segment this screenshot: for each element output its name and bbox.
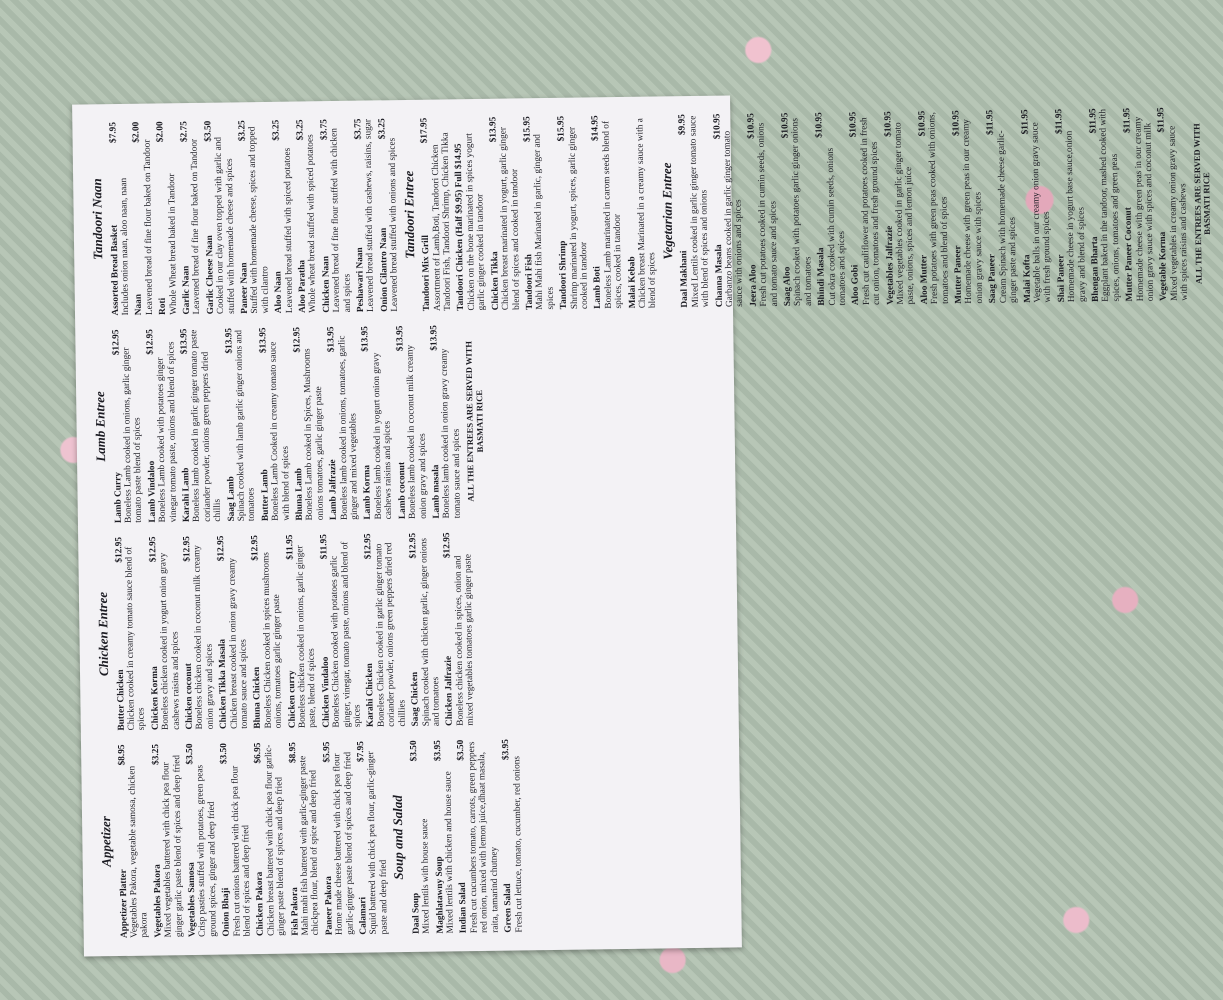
menu-item-description: Boneless Lamb cooked in onions, garlic ginger tomato paste blend of spices bbox=[121, 347, 145, 523]
menu-item-description: Chicken breast cooked in onion gravy creamy tomato sauce and spices bbox=[227, 557, 250, 729]
menu-item-description: Chicken cooked in creamy tomato sauce blend of spices bbox=[124, 546, 148, 731]
menu-item bbox=[522, 116, 556, 310]
menu-item-name: Lamb Jalfrazie bbox=[328, 459, 340, 521]
menu-paper bbox=[72, 95, 1213, 956]
menu-item bbox=[319, 119, 353, 313]
menu-item-name: Assorted Bread Basket bbox=[109, 224, 121, 316]
menu-item-price: $3.25 bbox=[295, 119, 306, 141]
menu-item-price: $12.95 bbox=[408, 532, 419, 559]
menu-item-name: Fish Pakora bbox=[289, 887, 301, 936]
menu-item-price: $13.95 bbox=[258, 327, 269, 354]
menu-item bbox=[377, 118, 401, 312]
menu-item bbox=[712, 113, 746, 307]
menu-item bbox=[1157, 107, 1191, 301]
menu-item-description: Boneless Chicken cooked in spices mushrooms onions, tomatoes garlic ginger paste bbox=[261, 552, 285, 729]
menu-item-description: Fresh cut onions battered with chick pea flour blend of spices and deep fried bbox=[229, 765, 253, 937]
menu-item bbox=[420, 117, 454, 311]
menu-item-description: Boneless Chicken cooked with potatoes garlic ginger, vinegar, tomato paste, onions and blend of spices bbox=[329, 541, 363, 728]
menu-item bbox=[145, 329, 179, 523]
menu-item bbox=[237, 120, 271, 314]
menu-item-description: Leavened bread stuffed with onions and spices bbox=[387, 137, 401, 312]
menu-item bbox=[429, 325, 463, 519]
menu-item-price: $14.95 bbox=[590, 115, 601, 141]
menu-item bbox=[322, 741, 356, 935]
section-title-vegetarian: Vegetarian Entree bbox=[658, 162, 676, 260]
menu-item bbox=[179, 121, 203, 315]
menu-item-description: Boneless chicken cooked in yogurt onion gravy cashews raisins and spices bbox=[158, 552, 182, 730]
menu-item bbox=[917, 110, 951, 304]
menu-item-description: Chicken breast Marinated in a creamy sauce with a blend of spices bbox=[635, 118, 659, 309]
menu-item-name: Indian Salad bbox=[458, 882, 470, 934]
menu-item-name: Mutter Paneer Coconut bbox=[1123, 207, 1136, 302]
menu-item-price: $12.95 bbox=[182, 536, 193, 562]
menu-item-price: $10.95 bbox=[780, 112, 791, 139]
menu-item bbox=[488, 116, 522, 310]
menu-item-description: Vegetables Pakora, vegetable samosa, chicken pakora bbox=[127, 765, 151, 938]
menu-item-price: $9.95 bbox=[677, 114, 688, 136]
menu-item-price: $6.95 bbox=[253, 742, 264, 764]
menu-item-description: Homemade cheese with green peas in our creamy onion gravy sauce with spices and coconut milk bbox=[1132, 116, 1156, 302]
menu-item-price: $10.95 bbox=[882, 111, 894, 137]
menu-item-name: Vegetables Jalfrazie bbox=[884, 225, 896, 305]
menu-item-description: Squid battered with chick pea flour, garlic-ginger paste and deep fried bbox=[366, 751, 390, 935]
menu-item-name: Peshawari Naan bbox=[355, 247, 367, 313]
menu-item bbox=[155, 121, 179, 315]
menu-item bbox=[203, 120, 237, 314]
menu-item-name: Chicken Naan bbox=[321, 255, 332, 313]
menu-item-price: $3.25 bbox=[377, 118, 388, 140]
menu-item bbox=[272, 120, 296, 314]
menu-item-description: Boneless Lamb cooked with potatoes ginger vinegar tomato paste, onions and blend of spices bbox=[155, 341, 179, 523]
menu-item bbox=[591, 115, 625, 309]
menu-item bbox=[148, 536, 182, 730]
menu-item-description: Mixed vegetables battered with chick pea flour ginger garlic paste blend of spices and deep fried bbox=[161, 754, 185, 938]
section-title-chicken: Chicken Entree bbox=[94, 591, 112, 677]
menu-item-price: $13.95 bbox=[326, 326, 337, 353]
menu-item-name: Karahi Lamb bbox=[181, 467, 192, 523]
menu-item-description: Fresh cut cucumbers tomato, carrots, green peppers red onion, mixed with lemon juice,dhaat masala, raita, tamarind chutney bbox=[466, 741, 501, 934]
menu-item-price: $10.95 bbox=[917, 110, 928, 137]
menu-item-description: Spinach cooked with chicken garlic, ginger onions and tomatoes bbox=[418, 537, 442, 727]
menu-item-price: $11.95 bbox=[318, 534, 330, 560]
menu-item bbox=[216, 535, 250, 729]
menu-item bbox=[625, 114, 659, 308]
menu-item-price: $11.95 bbox=[1122, 107, 1133, 134]
menu-item-price: $3.75 bbox=[319, 119, 330, 141]
menu-item-price: $3.25 bbox=[150, 743, 162, 766]
menu-item-description: Assortment of Lamb,Boti, Tandoori Chicken Tandoori Fish, Tandoori Shrimp, Chicken Tikka bbox=[430, 132, 454, 312]
menu-item bbox=[442, 532, 476, 726]
menu-item bbox=[353, 118, 377, 312]
menu-item bbox=[409, 740, 433, 934]
menu-item bbox=[108, 122, 132, 316]
section-title-appetizer: Appetizer bbox=[98, 816, 114, 867]
menu-item-price: $3.50 bbox=[185, 743, 196, 765]
menu-item-price: $10.95 bbox=[951, 110, 962, 136]
tandoori-entree-list bbox=[420, 114, 659, 311]
menu-item-name: Butter Chicken bbox=[115, 669, 127, 731]
menu-item-price: $10.95 bbox=[814, 112, 825, 138]
menu-item-description: Mixed vegetables cooked in garlic ginger tomato paste, onions, spices and lemon juice bbox=[893, 122, 917, 305]
menu-item-price: $8.95 bbox=[116, 744, 127, 766]
menu-item-price: $13.95 bbox=[223, 327, 235, 354]
menu-item-price: $3.75 bbox=[353, 118, 364, 140]
menu-item-price: $11.95 bbox=[1156, 107, 1167, 133]
menu-item-name: Aloo Mutter bbox=[919, 254, 930, 305]
menu-item bbox=[219, 743, 253, 937]
menu-item-name: Calamari bbox=[358, 896, 369, 935]
menu-item-name: Saag Paneer bbox=[987, 253, 999, 304]
menu-item-description: Whole Wheat bread baked in Tandoor bbox=[166, 173, 179, 315]
menu-item-name: Lamb masala bbox=[431, 464, 442, 519]
menu-item-description: Boneless lamb cooked in garlic ginger tomato paste coriander powder, onions green peppers dried chillis bbox=[189, 329, 224, 522]
menu-item bbox=[501, 739, 525, 933]
menu-item-price: $3.50 bbox=[456, 739, 467, 761]
menu-item-name: Bhuna Lamb bbox=[294, 467, 305, 521]
column-4 bbox=[86, 107, 1213, 316]
menu-item-description: Mixed Lentils cooked in garlic ginger tomato sauce with blend of spices and onions bbox=[688, 115, 712, 308]
menu-item bbox=[179, 328, 223, 522]
menu-item bbox=[258, 327, 292, 521]
menu-item-name: Chicken Tikka bbox=[489, 251, 501, 311]
menu-item-name: Shai Paneer bbox=[1056, 254, 1067, 303]
menu-item bbox=[224, 328, 258, 522]
menu-item-description: Mixed lentils with chicken and house sauce bbox=[443, 771, 456, 934]
menu-item-name: Daal Soup bbox=[410, 892, 422, 934]
menu-item-price: $11.95 bbox=[1019, 109, 1031, 135]
menu-item bbox=[1088, 108, 1122, 302]
menu-item-description: Vegetable balls in our creamy onion gravy sauce with fresh ground spices bbox=[1030, 122, 1054, 303]
menu-item-name: Green Salad bbox=[503, 883, 514, 933]
menu-item-price: $12.95 bbox=[292, 326, 303, 353]
menu-item-description: Boneless Lamb Cooked in creamy tomato sauce with blend of spices bbox=[268, 341, 292, 521]
menu-item-name: Vegetables Samosa bbox=[186, 862, 198, 938]
menu-item-name: Garlic Cheese Naan bbox=[204, 235, 216, 315]
menu-item-description: Chicken breast marinated in yogurt, garlic ginger blend of spices and cooked in tandoor bbox=[498, 126, 522, 311]
menu-item-name: Chicken Korma bbox=[149, 666, 161, 731]
menu-item-description: Fresh cut lettuce, tomato, cucumber, red onions bbox=[511, 755, 525, 933]
menu-item-description: Spinach cooked with lamb garlic ginger onions and tomatoes bbox=[234, 329, 258, 522]
column-1 bbox=[95, 729, 1222, 938]
menu-item bbox=[1020, 109, 1054, 303]
menu-item-name: Aloo Gobi bbox=[850, 264, 862, 306]
menu-item-description: Leavened bread of fine flour baked on Tandoor bbox=[189, 138, 203, 315]
soup-salad-list bbox=[409, 739, 525, 934]
section-title-soup-salad: Soup and Salad bbox=[390, 795, 407, 880]
menu-item-name: Lamb coconut bbox=[396, 461, 408, 520]
menu-item-name: Bhuna Chicken bbox=[252, 666, 264, 729]
menu-item-name: Chicken Tikka Masala bbox=[217, 638, 230, 730]
menu-item-name: Maghlatawny Soup bbox=[434, 856, 446, 934]
menu-item-price: $12.95 bbox=[250, 535, 261, 561]
menu-item-description: Boneless lamb cooked in onions, tomatoes, garlic ginger and mixed vegetables bbox=[337, 335, 360, 520]
menu-item-name: Paneer Pakora bbox=[323, 876, 335, 936]
menu-item-description: Cream Spinach with homemade cheese garlic-ginger paste and spices bbox=[996, 130, 1020, 304]
menu-item-name: Aloo Naan bbox=[273, 271, 285, 314]
menu-item-price: $15.95 bbox=[556, 115, 567, 142]
menu-item-description: Boneless chicken cooked in coconut milk creamy onion gravy and spices bbox=[192, 545, 216, 730]
menu-item bbox=[182, 536, 216, 730]
menu-item-price: $13.95 bbox=[179, 328, 190, 355]
menu-item-price: $11.95 bbox=[284, 534, 296, 560]
menu-item-name: Chicken curry bbox=[286, 670, 298, 729]
menu-item-name: Karahi Chicken bbox=[365, 663, 377, 728]
menu-item-description: Leavened bread of fine flour stuffed with chicken and spices bbox=[329, 127, 353, 313]
vegetarian-footer-note: ALL THE ENTREES ARE SERVED WITH BASMATI RICE bbox=[1191, 123, 1213, 285]
menu-item-price: $12.95 bbox=[113, 536, 125, 563]
menu-item-name: Tandoori Shrimp bbox=[558, 240, 570, 310]
menu-item-description: Boneless lamb cooked in onion gravy creamy tomato sauce and spices bbox=[439, 348, 463, 519]
menu-item-name: Paneer Naan bbox=[239, 262, 251, 314]
menu-item-price: $15.95 bbox=[522, 116, 533, 142]
menu-item-price: $2.00 bbox=[155, 121, 166, 143]
menu-item-name: Malai Kebab bbox=[626, 256, 638, 309]
menu-item-price: $5.95 bbox=[321, 741, 333, 763]
menu-item bbox=[356, 741, 390, 935]
menu-item-name: Onion Bhaji bbox=[221, 887, 232, 937]
menu-item bbox=[285, 534, 319, 728]
menu-item-price: $13.95 bbox=[487, 116, 499, 143]
menu-item bbox=[326, 326, 360, 520]
menu-item bbox=[678, 114, 712, 308]
vegetarian-list bbox=[678, 107, 1191, 308]
menu-item bbox=[986, 109, 1020, 303]
lamb-footer-note: ALL THE ENTREES ARE SERVED WITH BASMATI RICE bbox=[463, 340, 485, 502]
menu-item bbox=[746, 113, 780, 307]
menu-item-price: $3.95 bbox=[501, 739, 512, 761]
menu-item bbox=[364, 533, 408, 727]
menu-item-name: Garlic Naan bbox=[181, 265, 193, 315]
menu-item-price: $12.95 bbox=[216, 535, 227, 562]
menu-item bbox=[395, 325, 429, 519]
menu-item-price: $10.95 bbox=[711, 113, 723, 140]
menu-item-description: Stuffed with homemade cheese, spices and topped with cilantro bbox=[247, 126, 271, 314]
menu-item-price: $11.95 bbox=[1053, 108, 1065, 134]
menu-item-description: Eggplant baked in the tandoor, mashed cooked with spices, onions, tomatoes and green peas bbox=[1098, 108, 1122, 302]
column-2 bbox=[92, 522, 1219, 731]
menu-item-name: Daal Makhani bbox=[679, 250, 691, 308]
menu-item bbox=[132, 122, 156, 316]
menu-item-price: $7.95 bbox=[356, 741, 367, 763]
menu-item-price: $7.95 bbox=[107, 121, 119, 144]
menu-item bbox=[454, 117, 488, 311]
menu-item-description: Boneless lamb cooked in coconut milk creamy onion gravy and spices bbox=[405, 344, 429, 519]
menu-item-name: Roti bbox=[157, 297, 169, 315]
menu-item-description: Boneless Lamb cooked in Spices, Mushrooms onions tomatoes, garlic ginger paste bbox=[302, 348, 326, 521]
menu-item bbox=[408, 533, 442, 727]
menu-item-description: Boneless chicken cooked in spices, onion and mixed vegetables tomatoes garlic ginger paste bbox=[453, 553, 476, 726]
menu-item bbox=[849, 111, 883, 305]
menu-item-description: Cooked in our clay oven topped with garlic and stuffed with homemade cheese and spices bbox=[213, 136, 237, 315]
menu-item bbox=[288, 742, 322, 936]
menu-item-description: Boneless lamb cooked in yogurt onion gravy cashews raisins and spices bbox=[371, 352, 395, 520]
menu-item-name: Chicken coconut bbox=[183, 663, 195, 730]
menu-item-name: Bhengan Bharta bbox=[1089, 236, 1101, 302]
menu-item-name: Lamb Korma bbox=[362, 464, 374, 520]
menu-item-description: Mixed lentils with house sauce bbox=[420, 818, 432, 934]
menu-item-description: Leavened bread of fine flour baked on Tandoor bbox=[142, 139, 155, 316]
menu-item-description: Boneless Lamb marinated in carom seeds blend of spices, cooked in tandoor bbox=[601, 120, 625, 309]
menu-item-price: $8.95 bbox=[287, 742, 298, 764]
tandoori-naan-list bbox=[108, 118, 401, 316]
menu-item-description: Garbanzo beans cooked in garlic ginger tomato sauce with onions and spices bbox=[722, 130, 746, 308]
menu-item-name: Lamb Vindaloo bbox=[146, 460, 158, 523]
menu-item-name: Chicken Vindaloo bbox=[320, 656, 332, 728]
menu-item-name: Butter Lamb bbox=[260, 469, 271, 522]
menu-item bbox=[114, 537, 148, 731]
menu-item bbox=[556, 115, 590, 309]
menu-item-name: Tandoori Fish bbox=[524, 253, 535, 310]
menu-item-price: $12.95 bbox=[363, 533, 374, 560]
menu-item bbox=[361, 326, 395, 520]
menu-item-price: $3.50 bbox=[408, 740, 420, 762]
menu-item bbox=[883, 111, 917, 305]
menu-item bbox=[111, 329, 145, 523]
menu-item-description: Shrimp marinated in yogurt, spices, garlic ginger cooked in tandoor bbox=[566, 126, 590, 310]
menu-item bbox=[433, 740, 457, 934]
menu-item-price: $13.95 bbox=[429, 325, 440, 351]
menu-item-description: Mahi Mahi fish Marinated in garlic, ginger and spices bbox=[532, 134, 556, 310]
menu-item-price: $13.95 bbox=[360, 325, 372, 352]
menu-item-description: Homemade cheese in yogurt base sauce,onion gravy and blend of spices bbox=[1064, 130, 1088, 303]
menu-item-name: Mutter Paneer bbox=[953, 245, 965, 304]
menu-item-price: $11.95 bbox=[985, 109, 996, 135]
menu-item-description: Fresh potatoes with green peas cooked with onions, tomatoes and blend of spices bbox=[927, 111, 951, 305]
menu-item bbox=[319, 534, 363, 728]
menu-item-price: $12.95 bbox=[442, 532, 453, 559]
menu-item-name: Aloo Paratha bbox=[297, 259, 309, 314]
menu-item-price: $3.50 bbox=[203, 120, 214, 142]
lamb-list bbox=[111, 325, 463, 523]
menu-item-name: Channa Masala bbox=[713, 244, 725, 308]
menu-item-price: $2.75 bbox=[179, 120, 190, 143]
menu-item-price: $10.95 bbox=[848, 111, 860, 138]
menu-item-name: Naan bbox=[134, 293, 145, 316]
menu-item-name: Jeera Aloo bbox=[748, 264, 759, 307]
menu-item-name: Lamb Curry bbox=[112, 472, 124, 524]
menu-item-price: $3.25 bbox=[237, 120, 248, 142]
menu-item-name: Chicken Jalfrazie bbox=[444, 655, 456, 726]
menu-item-description: Homemade cheese with green peas in our creamy onion gravy sauce with spices bbox=[961, 118, 985, 304]
menu-item bbox=[814, 112, 848, 306]
chicken-list bbox=[114, 532, 477, 731]
menu-item-description: Mahi mahi fish battered with garlic-ginger paste chickpea flour, blend of spice and deep fried bbox=[298, 755, 322, 936]
menu-item-name: Tandoori Chicken (Half $9.95) Full $14.95 bbox=[454, 143, 467, 311]
menu-item-name: Tandoori Mix Grill bbox=[421, 235, 433, 312]
menu-item-name: Onion Cilantro Naan bbox=[378, 227, 390, 312]
menu-item-price: $3.25 bbox=[271, 119, 282, 141]
menu-item bbox=[780, 112, 814, 306]
menu-item-name: Malai Kofta bbox=[1021, 254, 1033, 303]
menu-item bbox=[456, 739, 500, 933]
menu-item-name: Vegetables Pakora bbox=[152, 864, 164, 938]
menu-item-description: Crisp pasties stuffed with potatoes, green peas ground spices, ginger and deep fried bbox=[195, 764, 219, 937]
appetizer-list bbox=[117, 741, 390, 938]
section-title-tandoori-entree: Tandoori Entree bbox=[400, 170, 417, 259]
menu-item-price: $11.95 bbox=[1088, 108, 1099, 134]
menu-item-price: $12.95 bbox=[110, 329, 122, 356]
menu-item bbox=[1054, 108, 1088, 302]
menu-item bbox=[185, 743, 219, 937]
menu-item-description: Fresh cut potatoes cooked in cumin seeds, onions and tomato sauce and spices bbox=[756, 122, 780, 307]
menu-item-description: Home made cheese battered with chick pea flour garlic-ginger paste blend of spices and deep fried bbox=[332, 751, 356, 936]
menu-item-name: Saag Chicken bbox=[410, 671, 421, 727]
menu-item-description: Leavened bread stuffed with cashews, raisins, sugar bbox=[363, 118, 377, 313]
section-title-lamb: Lamb Entree bbox=[92, 391, 109, 462]
menu-item-description: Spinach cooked with potatoes garlic ginger onions and tomatoes bbox=[790, 117, 814, 307]
menu-item bbox=[951, 110, 985, 304]
menu-item-description: Mixed vegetables in creamy onion gravy sauce with spices raisins and cashews bbox=[1167, 125, 1191, 301]
menu-content bbox=[72, 95, 1213, 956]
menu-item-price: $13.95 bbox=[394, 325, 406, 352]
menu-item-name: Saag Aloo bbox=[782, 266, 793, 307]
menu-item-price: $17.95 bbox=[419, 117, 430, 144]
menu-item-price: $2.00 bbox=[131, 121, 142, 143]
menu-item-price: $10.95 bbox=[746, 113, 757, 139]
menu-item-price: $3.95 bbox=[432, 740, 443, 762]
menu-item bbox=[295, 119, 319, 313]
menu-item bbox=[117, 744, 151, 938]
column-3 bbox=[89, 314, 1216, 523]
menu-item-name: Chicken Pakora bbox=[255, 871, 267, 937]
menu-item-description: Cut okra cooked with cumin seeds, onions tomatoes and spices bbox=[825, 147, 848, 306]
menu-item-description: Boneless chicken cooked in onions, garlic ginger paste, blend of spices bbox=[295, 545, 319, 729]
menu-item-name: Bhindi Masala bbox=[816, 247, 828, 306]
menu-item-description: Chicken on the bone marinated in spices yogurt garlic ginger cooked in tandoor bbox=[464, 133, 488, 311]
menu-item-description: Fresh cut cauliflower and potatoes cooked in fresh cut onion, tomatoes and fresh ground spices bbox=[859, 117, 883, 306]
menu-item-price: $12.95 bbox=[144, 328, 156, 355]
menu-item-description: Leavened bread stuffed with spiced potatoes bbox=[282, 147, 295, 314]
menu-item-description: Includes onion naan, aloo naan, naan bbox=[119, 177, 131, 316]
menu-item bbox=[251, 535, 285, 729]
menu-item-price: $3.50 bbox=[219, 743, 230, 765]
menu-item-name: Vegetable Korma bbox=[1158, 231, 1170, 301]
menu-item bbox=[292, 327, 326, 521]
menu-item-description: Whole wheat bread stuffed with spiced potatoes bbox=[305, 134, 319, 313]
menu-item-name: Lamb Boti bbox=[592, 266, 604, 309]
menu-item-description: Boneless Chicken cooked in garlic ginger tomato coriander powder, onions green peppers dried red chillies bbox=[374, 542, 408, 727]
menu-item bbox=[151, 744, 185, 938]
menu-item bbox=[253, 742, 287, 936]
menu-item-description: Chicken breast battered with chick pea flour garlic-ginger paste blend of spices and deep fried bbox=[263, 744, 287, 937]
section-title-tandoori-naan: Tandoori Naan bbox=[89, 178, 106, 260]
menu-item-name: Appetizer Platter bbox=[118, 869, 130, 939]
menu-item-name: Saag Lamb bbox=[225, 476, 237, 522]
menu-item-price: $12.95 bbox=[147, 536, 159, 563]
menu-item bbox=[1122, 108, 1156, 302]
